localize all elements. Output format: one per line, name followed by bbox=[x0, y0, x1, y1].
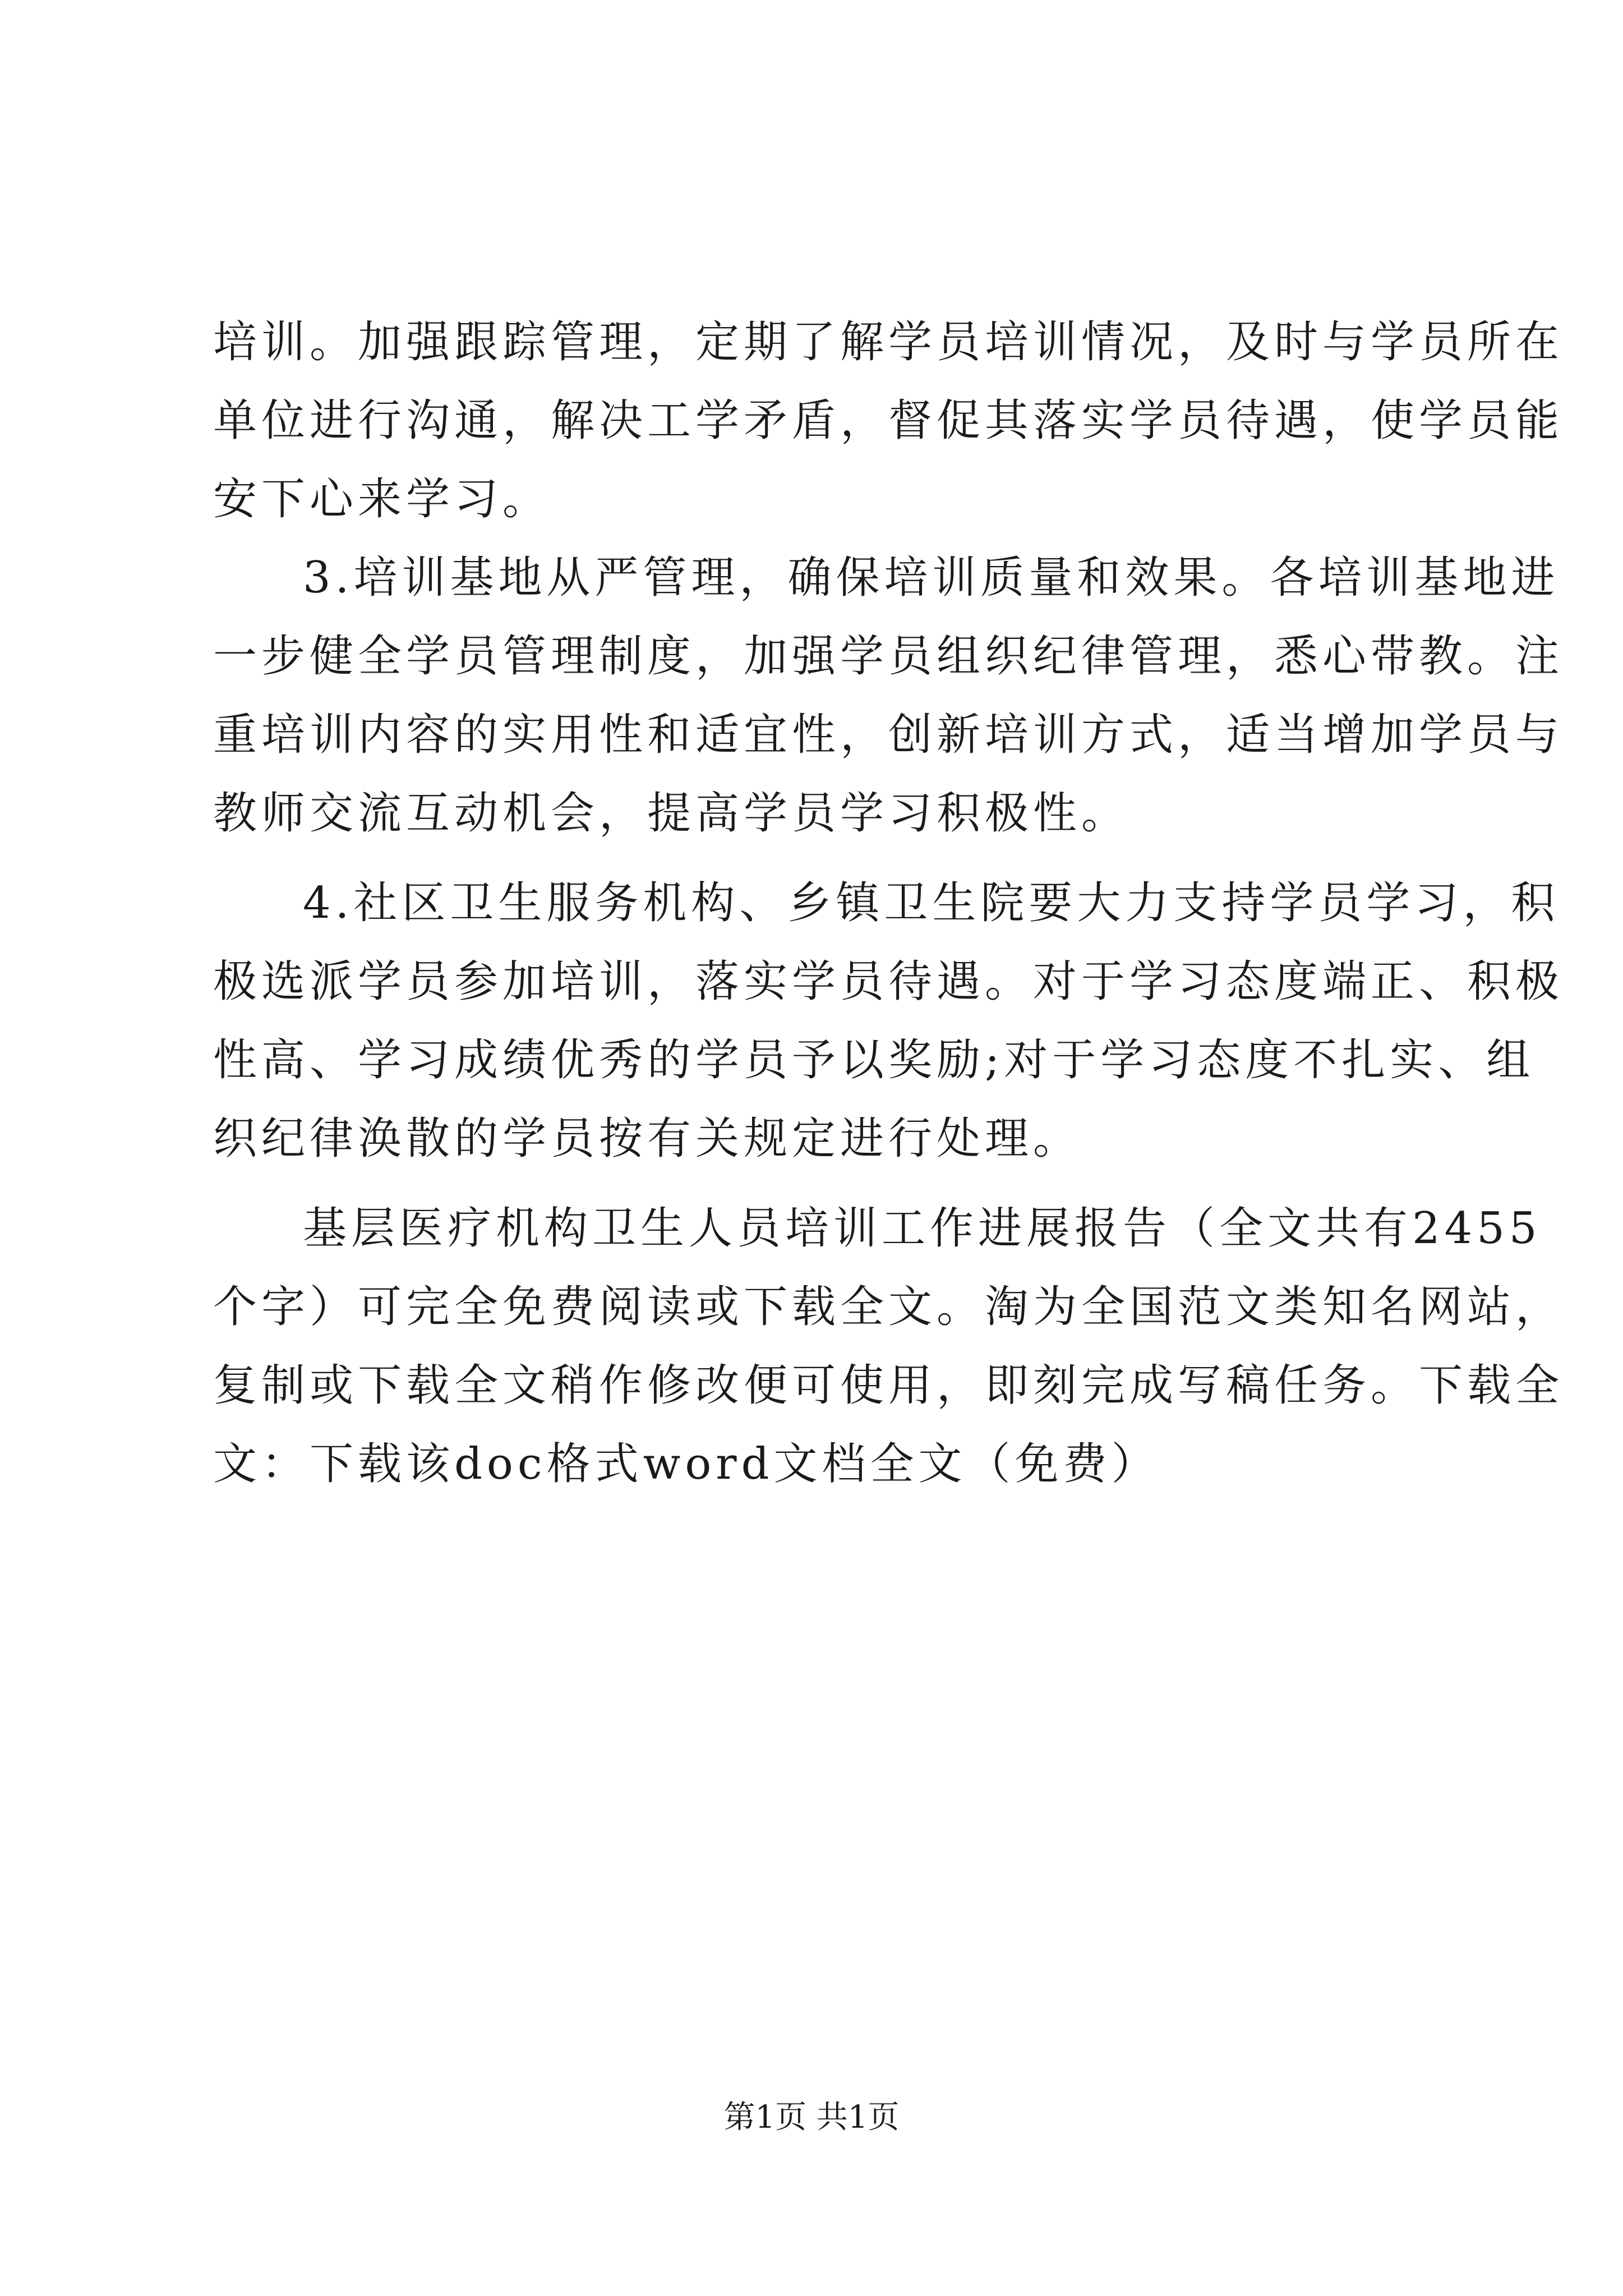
paragraph-4-line-2: 个字）可完全免费阅读或下载全文。淘为全国范文类知名网站， bbox=[213, 1282, 1564, 1332]
paragraph-2-line-4: 教师交流互动机会，提高学员学习积极性。 bbox=[213, 788, 1130, 839]
paragraph-1-line-2: 单位进行沟通，解决工学矛盾，督促其落实学员待遇，使学员能 bbox=[213, 395, 1564, 446]
paragraph-1-line-1: 培训。加强跟踪管理，定期了解学员培训情况，及时与学员所在 bbox=[213, 317, 1564, 367]
paragraph-2-line-3: 重培训内容的实用性和适宜性，创新培训方式，适当增加学员与 bbox=[213, 710, 1564, 760]
paragraph-2-line-1: 3.培训基地从严管理，确保培训质量和效果。各培训基地进 bbox=[303, 553, 1560, 603]
page-footer: 第1页 共1页 bbox=[723, 2099, 900, 2136]
paragraph-3-line-3: 性高、学习成绩优秀的学员予以奖励;对于学习态度不扎实、组 bbox=[213, 1035, 1535, 1085]
paragraph-4-line-1: 基层医疗机构卫生人员培训工作进展报告（全文共有2455 bbox=[303, 1203, 1542, 1254]
paragraph-4-line-4: 文：下载该doc格式word文档全文（免费） bbox=[213, 1439, 1160, 1489]
paragraph-4-line-3: 复制或下载全文稍作修改便可使用，即刻完成写稿任务。下载全 bbox=[213, 1360, 1564, 1411]
paragraph-3-line-4: 织纪律涣散的学员按有关规定进行处理。 bbox=[213, 1114, 1082, 1164]
paragraph-3-line-2: 极选派学员参加培训，落实学员待遇。对于学习态度端正、积极 bbox=[213, 956, 1564, 1007]
paragraph-1-line-3: 安下心来学习。 bbox=[213, 474, 551, 524]
paragraph-2-line-2: 一步健全学员管理制度，加强学员组织纪律管理，悉心带教。注 bbox=[213, 631, 1564, 682]
paragraph-3-line-1: 4.社区卫生服务机构、乡镇卫生院要大力支持学员学习，积 bbox=[303, 878, 1560, 928]
